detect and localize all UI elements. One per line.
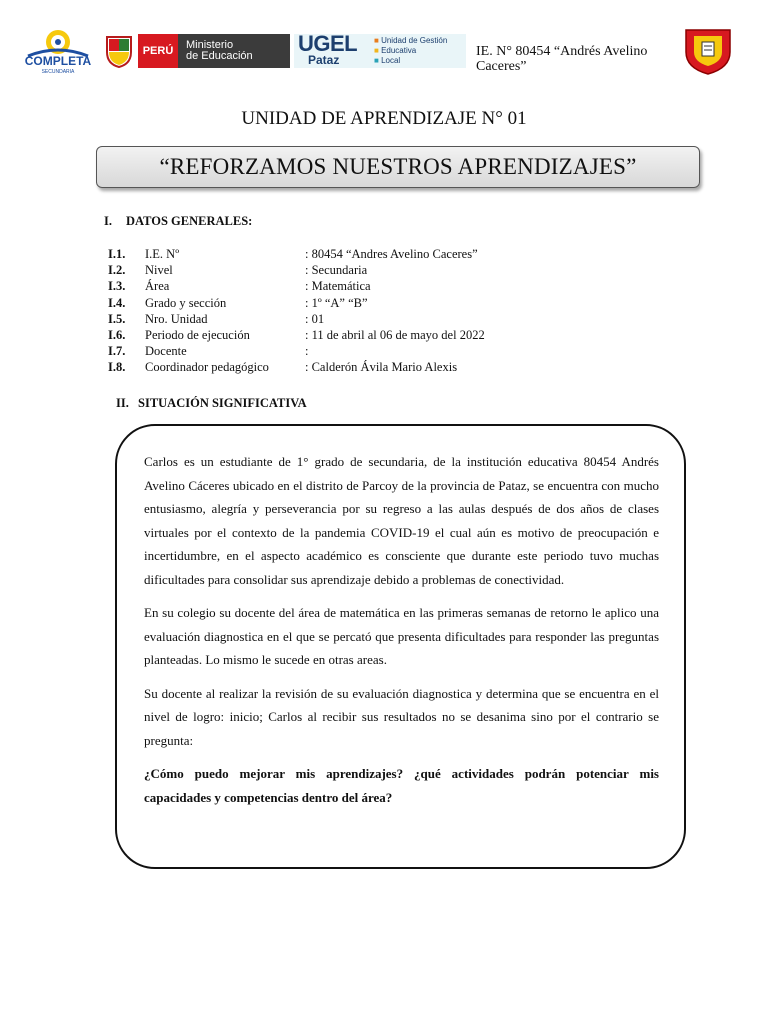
school-crest-icon bbox=[682, 26, 734, 76]
datos-row: I.1. I.E. Nº : 80454 “Andres Avelino Caceres” bbox=[108, 247, 478, 261]
datos-row: I.3. Área : Matemática bbox=[108, 279, 371, 294]
ugel-logo: UGEL Pataz ■ Unidad de Gestión ■ Educativa ■ Local bbox=[294, 34, 466, 68]
unit-banner: “REFORZAMOS NUESTROS APRENDIZAJES” bbox=[96, 146, 700, 188]
situation-paragraph: Carlos es un estudiante de 1° grado de secundaria, de la institución educativa 80454 Andrés Avelino Cáceres ubicado en el distrito de Parcoy de la provincia de Pataz, se encuentra con mucho entusiasmo, alegría y perseverancia por su regreso a las aulas después de dos años de clases virtuales por el contexto de la pandemia COVID-19 el cual aún es motivo de preocupación e incertidumbre, en el aspecto académico es consciente que durante este periodo tuvo muchas dificultades para consolidar sus aprendizaje debido a problemas de conectividad. bbox=[144, 454, 659, 587]
situation-paragraph: Su docente al realizar la revisión de su evaluación diagnostica y determina que se encuentra en el nivel de logro: inicio; Carlos al recibir sus resultados no se desanima sino por el contrario se pregunta: bbox=[144, 685, 659, 748]
peru-label: PERÚ bbox=[138, 34, 178, 68]
svg-text:SECUNDARIA: SECUNDARIA bbox=[41, 69, 75, 75]
peru-shield-icon bbox=[104, 34, 134, 68]
minedu-logo bbox=[138, 34, 290, 68]
minedu-label: Ministerio de Educación bbox=[178, 34, 290, 68]
unit-title: UNIDAD DE APRENDIZAJE N° 01 bbox=[241, 108, 527, 129]
datos-row: I.4. Grado y sección : 1º “A” “B” bbox=[108, 295, 368, 310]
school-name: IE. N° 80454 “Andrés Avelino Caceres” bbox=[476, 44, 648, 74]
section-heading-datos: I. DATOS GENERALES: bbox=[104, 214, 253, 228]
jec-logo bbox=[22, 26, 94, 76]
datos-row: I.2. Nivel : Secundaria bbox=[108, 263, 368, 278]
datos-row: I.8. Coordinador pedagógico : Calderón Ávila Mario Alexis bbox=[108, 360, 458, 375]
datos-generales-list bbox=[108, 247, 588, 377]
svg-text:COMPLETA: COMPLETA bbox=[24, 54, 92, 68]
datos-row: I.5. Nro. Unidad : 01 bbox=[108, 311, 325, 326]
section-heading-situacion: II. SITUACIÓN SIGNIFICATIVA bbox=[116, 396, 307, 410]
datos-row: I.7. Docente : bbox=[108, 344, 309, 359]
document-header bbox=[0, 0, 768, 100]
situation-paragraph: En su colegio su docente del área de matemática en las primeras semanas de retorno le aplico una evaluación diagnostica en el que se percató que presenta dificultades para responder las preguntas planteadas. Lo mismo le sucede en otras areas. bbox=[144, 605, 659, 667]
situation-question: ¿Cómo puedo mejorar mis aprendizajes? ¿qué actividades podrán potenciar mis capacidades y competencias dentro del área? bbox=[144, 766, 659, 805]
situation-box bbox=[115, 424, 686, 869]
datos-row: I.6. Periodo de ejecución : 11 de abril al 06 de mayo del 2022 bbox=[108, 327, 485, 342]
